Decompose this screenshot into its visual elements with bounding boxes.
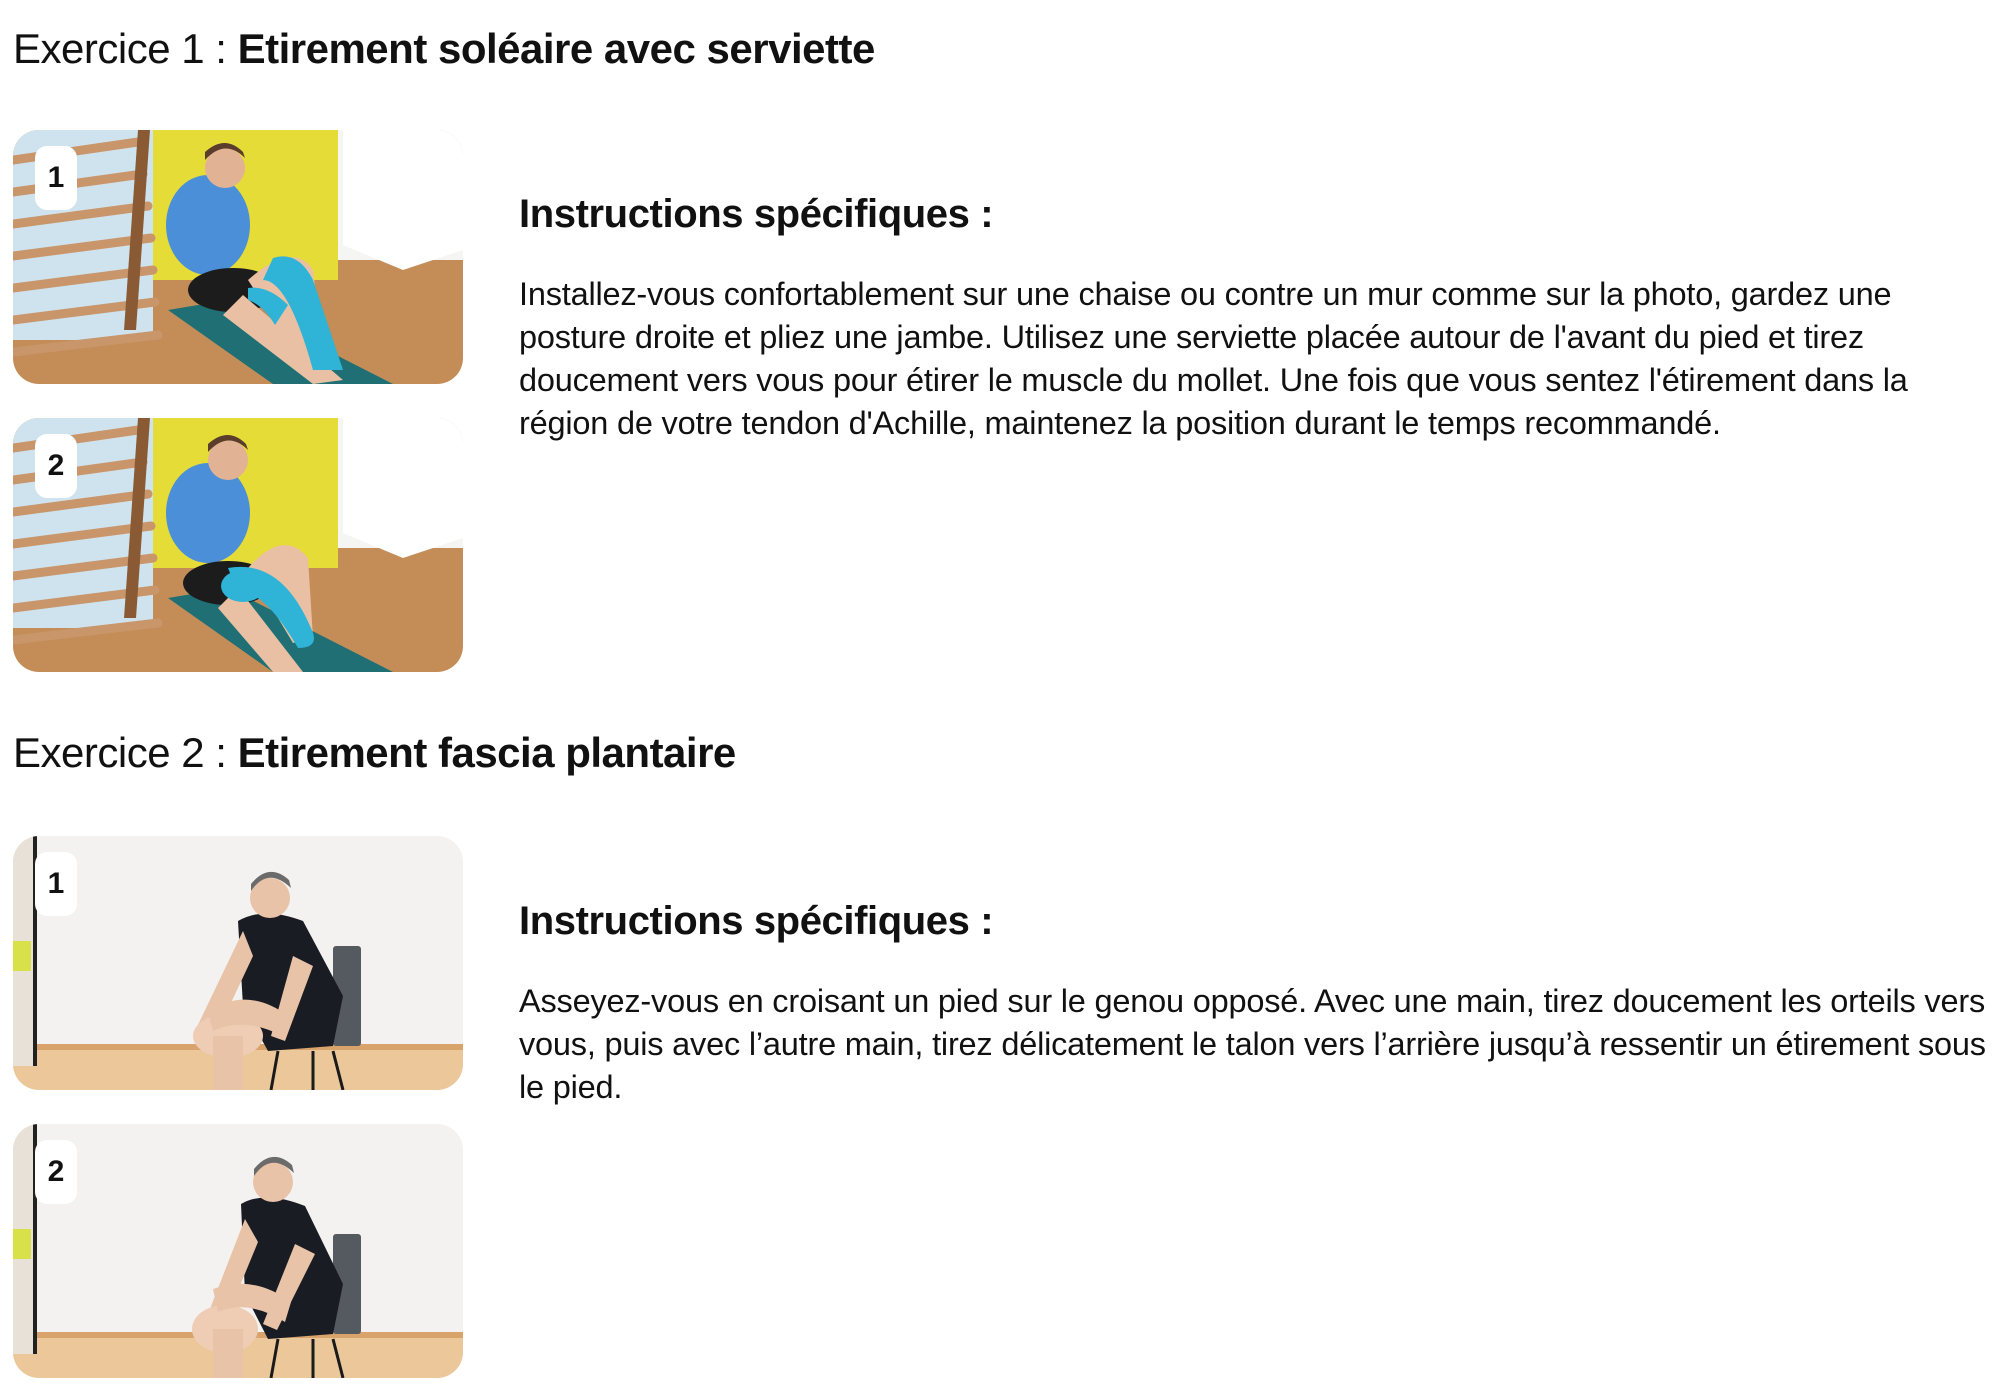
plantar-fascia-photo-1 bbox=[13, 836, 463, 1090]
step-badge-2: 2 bbox=[35, 434, 77, 498]
exercise-1-photo-step-2 bbox=[13, 418, 463, 672]
exercise-2-instructions bbox=[519, 896, 1989, 1109]
exercise-1-photo-step-1 bbox=[13, 130, 463, 384]
instructions-heading: Instructions spécifiques : bbox=[519, 899, 994, 943]
exercise-1-title bbox=[13, 24, 875, 74]
instructions-text: Installez-vous confortablement sur une chaise ou contre un mur comme sur la photo, gardez une posture droite et pliez une jambe. Utilisez une serviette placée autour de l'avant du pied et tirez doucement vers vous pour étirer le muscle du mollet. Une fois que vous sentez l'étirement dans la région de votre tendon d'Achille, maintenez la position durant le temps recommandé. bbox=[519, 276, 1908, 441]
exercise-2-name: Etirement fascia plantaire bbox=[237, 729, 736, 776]
instructions-text: Asseyez-vous en croisant un pied sur le genou opposé. Avec une main, tirez doucement les orteils vers vous, puis avec l’autre main, tirez délicatement le talon vers l’arrière jusqu’à ressentir un étirement sous le pied. bbox=[519, 983, 1986, 1105]
instructions-heading: Instructions spécifiques : bbox=[519, 192, 994, 236]
exercise-1-instructions bbox=[519, 189, 1989, 445]
exercise-2-photo-step-2 bbox=[13, 1124, 463, 1378]
exercise-2-prefix: Exercice 2 : bbox=[13, 729, 238, 776]
step-badge-1: 1 bbox=[35, 146, 77, 210]
step-badge-2: 2 bbox=[35, 1140, 77, 1204]
soleus-stretch-photo-2 bbox=[13, 418, 463, 672]
exercise-1-name: Etirement soléaire avec serviette bbox=[237, 25, 875, 72]
exercise-2-photo-step-1 bbox=[13, 836, 463, 1090]
step-badge-1: 1 bbox=[35, 852, 77, 916]
soleus-stretch-photo-1 bbox=[13, 130, 463, 384]
plantar-fascia-photo-2 bbox=[13, 1124, 463, 1378]
exercise-2-title bbox=[13, 728, 736, 778]
exercise-1-prefix: Exercice 1 : bbox=[13, 25, 238, 72]
